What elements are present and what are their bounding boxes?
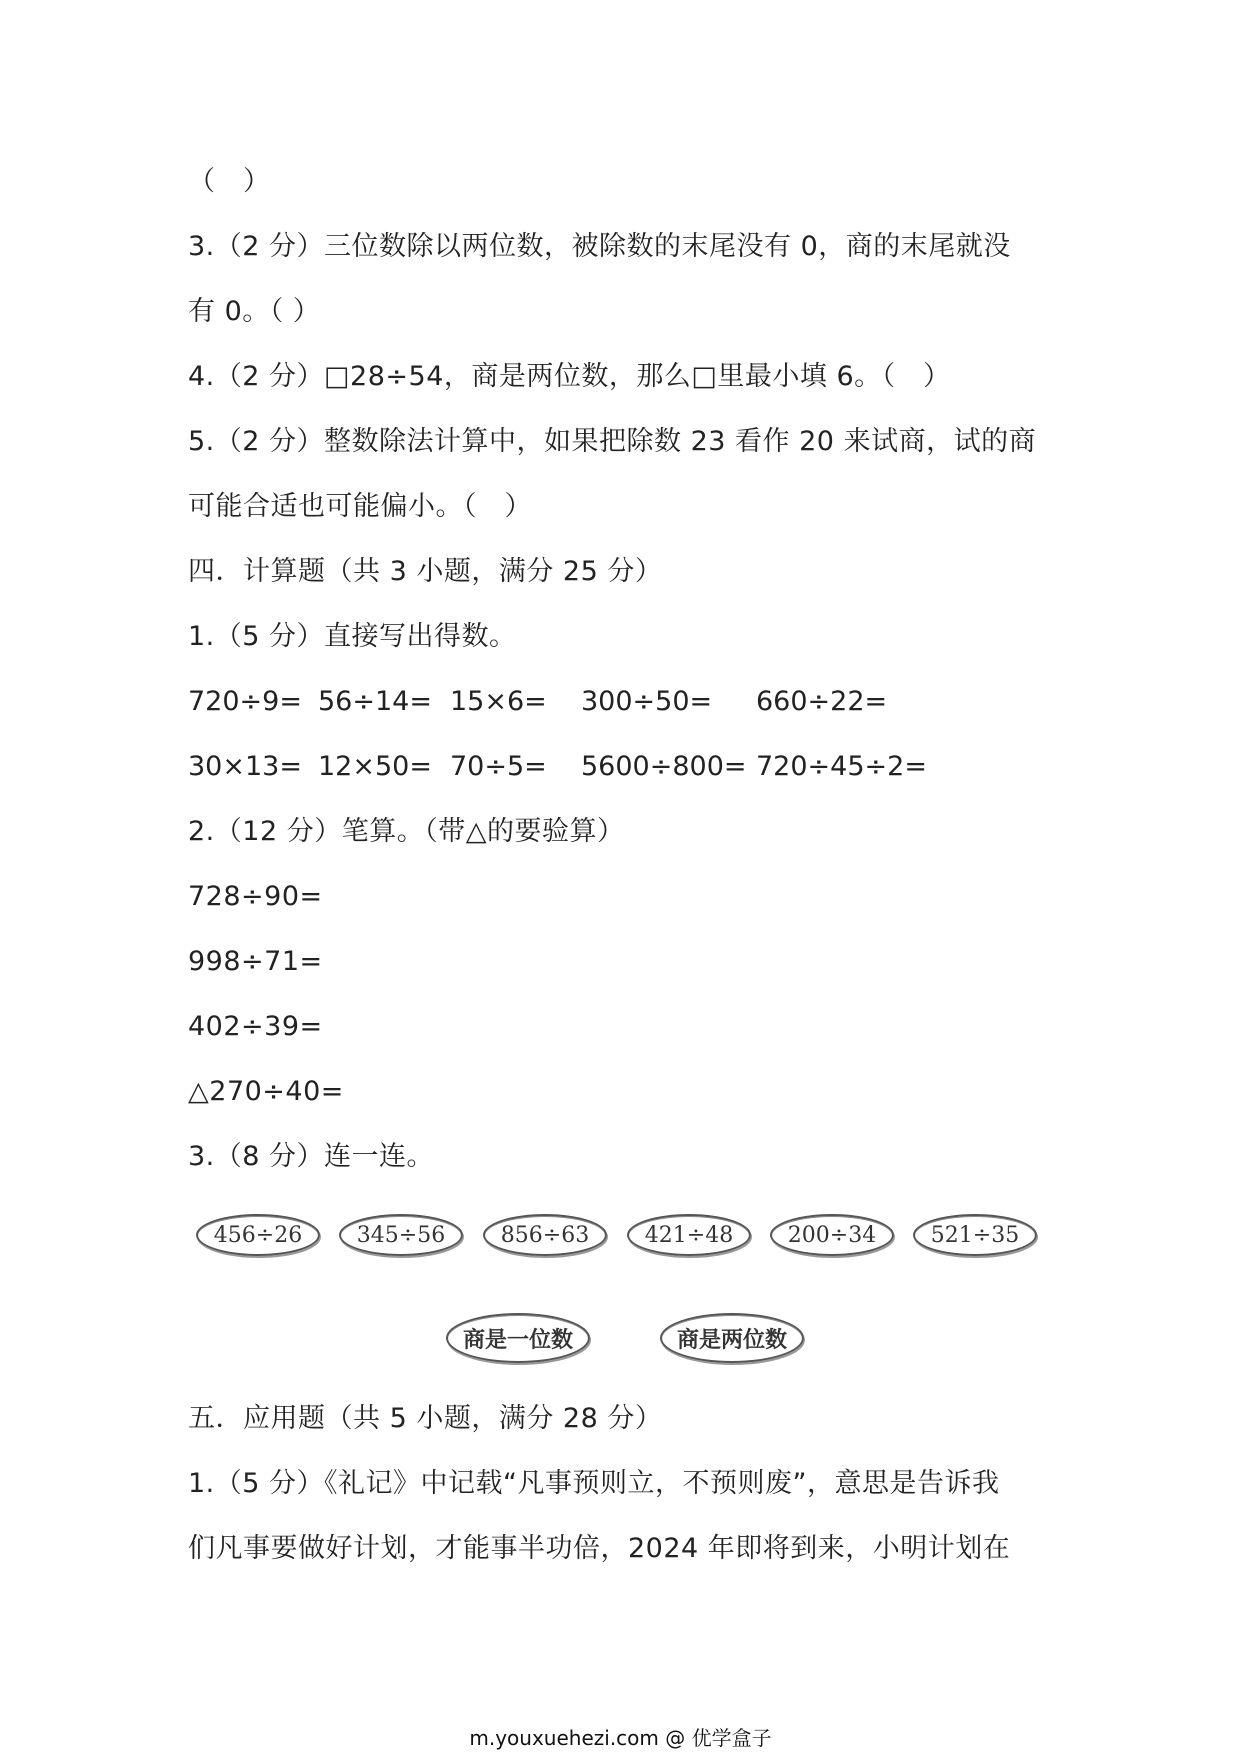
application-question-1-line1: 1.（5 分）《礼记》中记载“凡事预则立，不预则废”，意思是告诉我 [188,1468,1000,1499]
oral-item: 12×50= [318,751,432,782]
calc-question-2: 2.（12 分）笔算。（带△的要验算） [188,816,625,847]
expression-oval[interactable]: 456÷26 [196,1214,320,1256]
target-oval-one-digit[interactable]: 商是一位数 [446,1313,590,1363]
question-4: 4.（2 分）□28÷54，商是两位数，那么□里最小填 6。（ ） [188,361,951,392]
question-3-line1: 3.（2 分）三位数除以两位数，被除数的末尾没有 0，商的末尾就没 [188,231,1011,262]
application-question-1-line2: 们凡事要做好计划，才能事半功倍，2024 年即将到来，小明计划在 [188,1533,1011,1564]
oral-item: 30×13= [188,751,302,782]
oral-item: 300÷50= [581,686,713,717]
calc-question-3: 3.（8 分）连一连。 [188,1141,435,1172]
expression-oval[interactable]: 345÷56 [339,1214,463,1256]
oral-item: 720÷45÷2= [756,751,927,782]
section-4-heading: 四．计算题（共 3 小题，满分 25 分） [188,556,663,587]
target-oval-two-digit[interactable]: 商是两位数 [660,1313,804,1363]
footer-watermark: m.youxuehezi.com @ 优学盒子 [469,1726,772,1750]
oral-item: 720÷9= [188,686,302,717]
oral-item: 70÷5= [450,751,547,782]
expression-oval[interactable]: 200÷34 [770,1214,894,1256]
written-calc-1: 728÷90= [188,881,323,912]
written-calc-4: △270÷40= [188,1076,344,1107]
calc-question-1: 1.（5 分）直接写出得数。 [188,621,517,652]
expression-oval[interactable]: 856÷63 [483,1214,607,1256]
oral-item: 15×6= [450,686,547,717]
question-5-line1: 5.（2 分）整数除法计算中，如果把除数 23 看作 20 来试商，试的商 [188,426,1037,457]
oral-item: 56÷14= [318,686,432,717]
oral-item: 5600÷800= [581,751,747,782]
question-5-line2: 可能合适也可能偏小。（ ） [188,491,532,522]
written-calc-3: 402÷39= [188,1011,323,1042]
question-3-line2: 有 0。（ ） [188,296,321,327]
blank-parentheses: （ ） [188,166,271,197]
oral-item: 660÷22= [756,686,888,717]
section-5-heading: 五．应用题（共 5 小题，满分 28 分） [188,1403,663,1434]
written-calc-2: 998÷71= [188,946,323,977]
expression-oval[interactable]: 421÷48 [627,1214,751,1256]
expression-oval[interactable]: 521÷35 [913,1214,1037,1256]
